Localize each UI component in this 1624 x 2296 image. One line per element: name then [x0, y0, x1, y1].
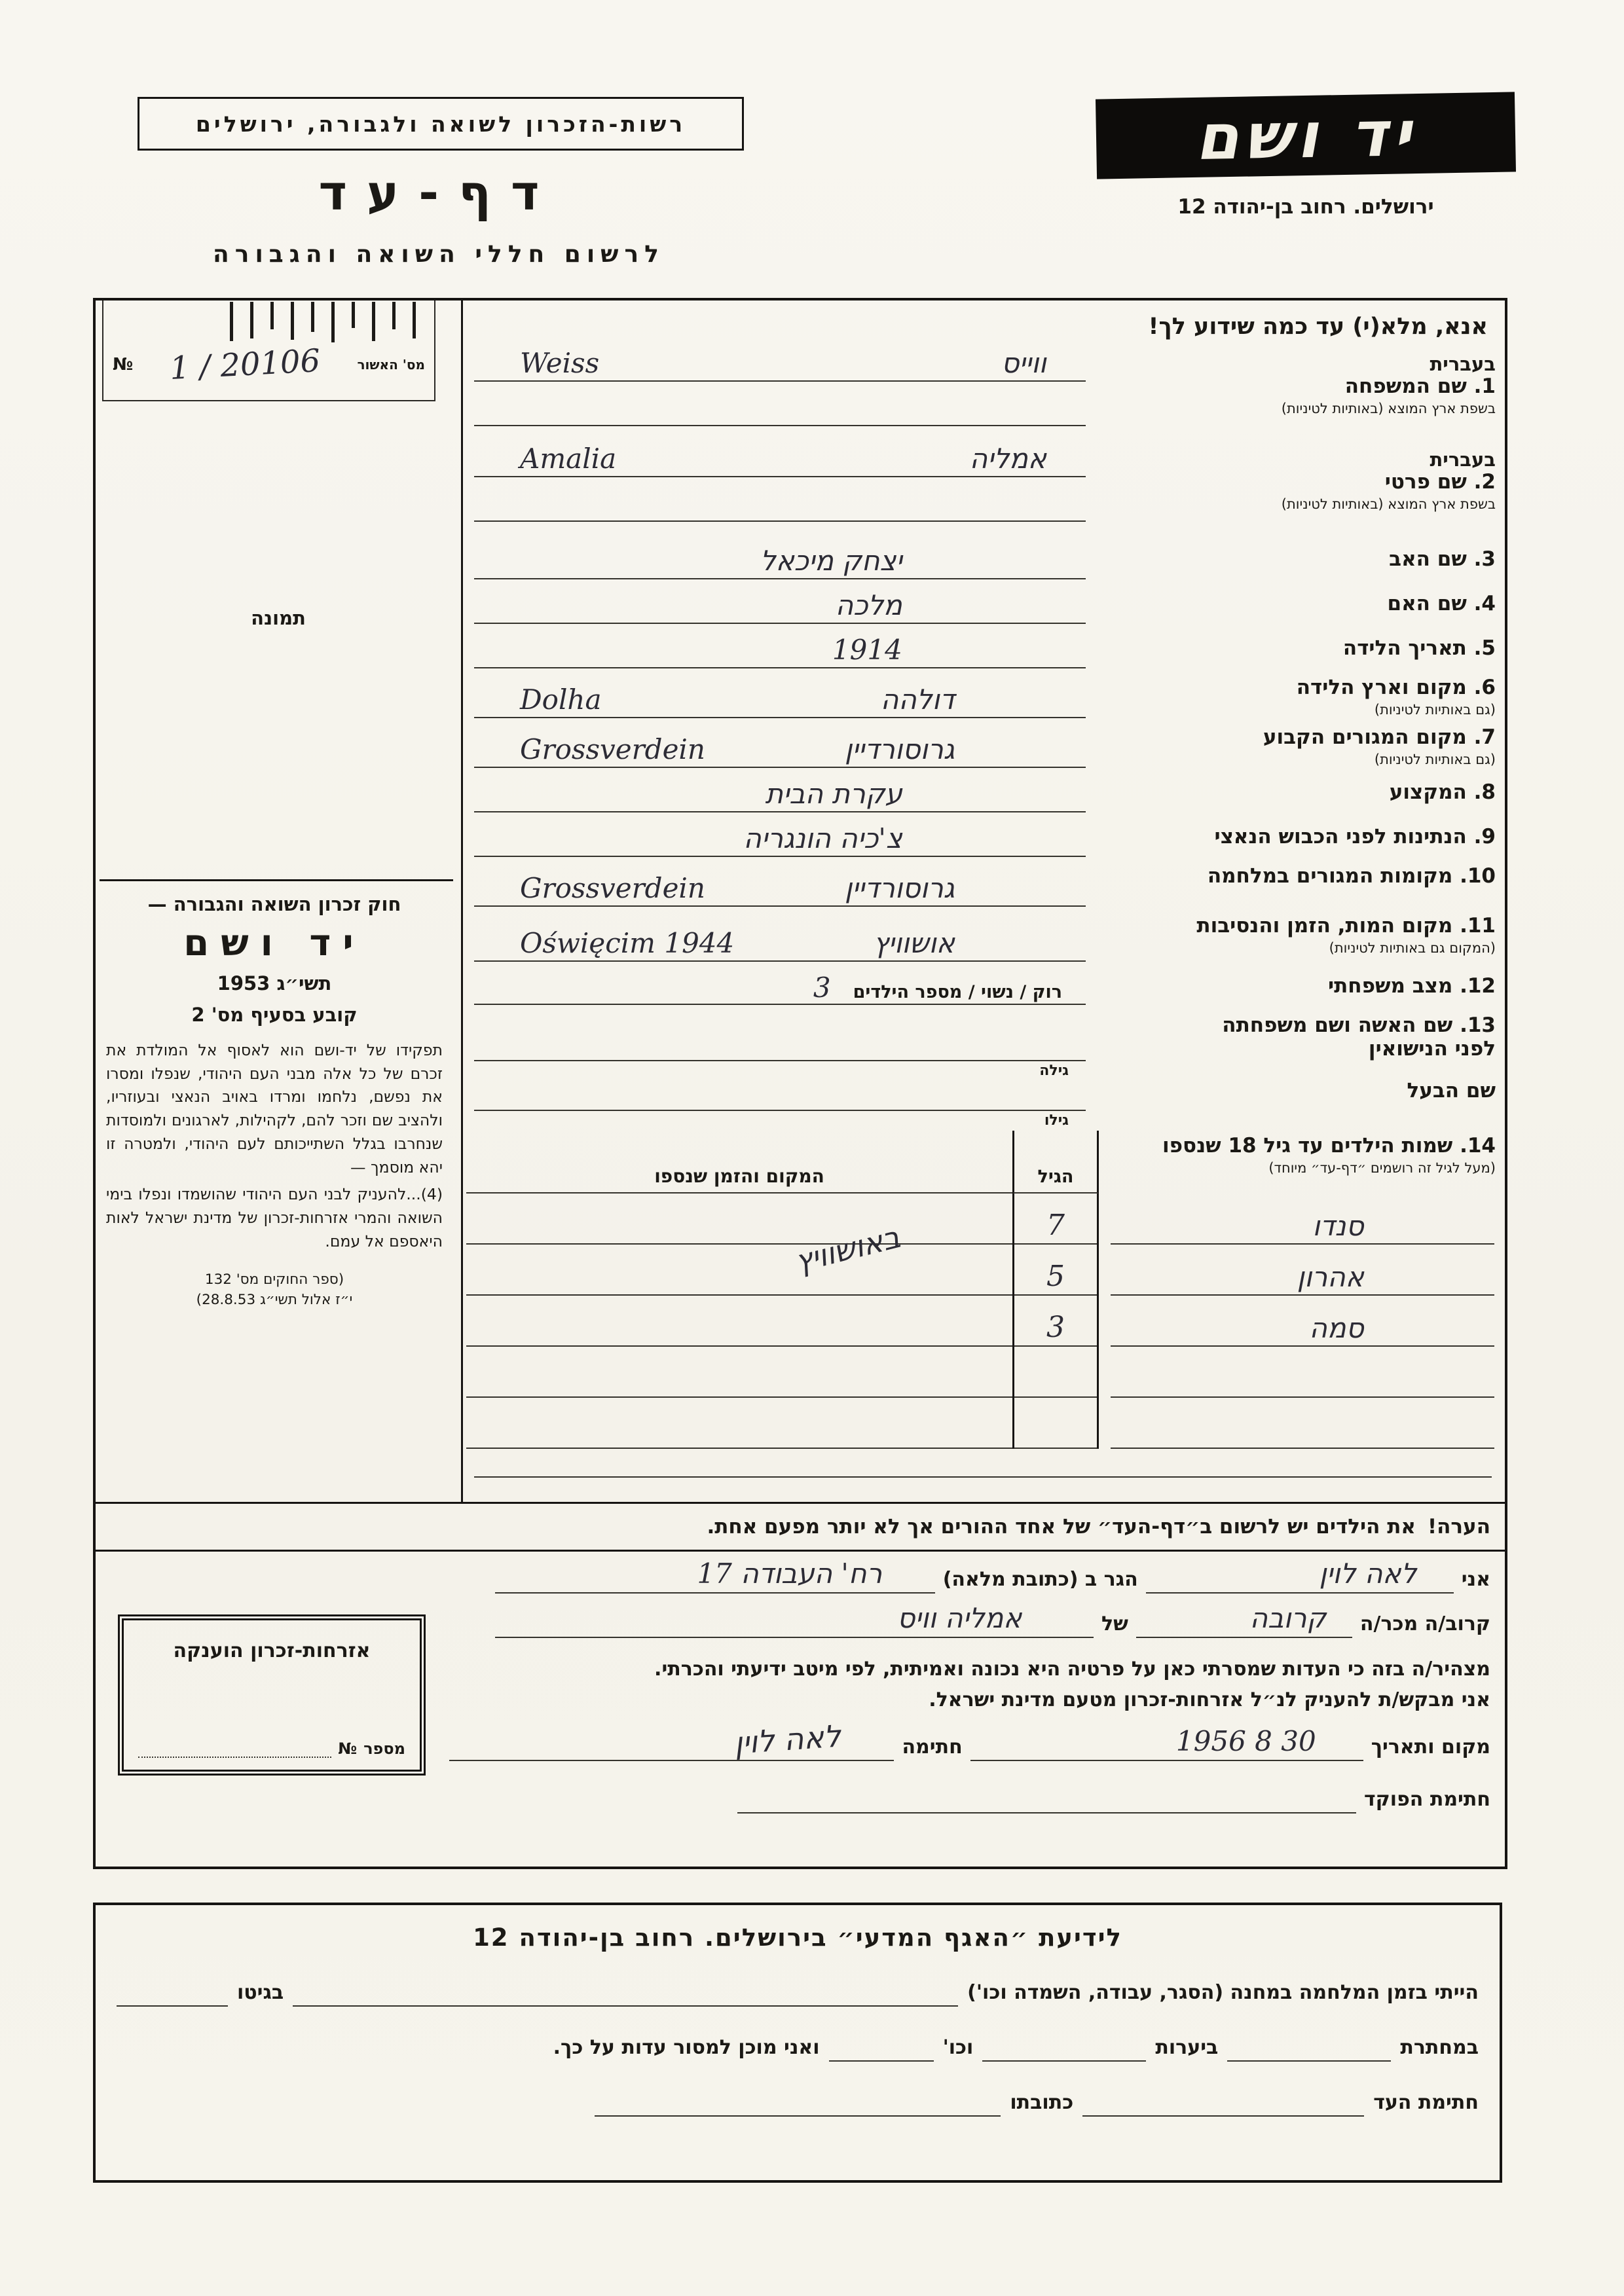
children-place-handwriting: באושוויץ: [792, 1219, 904, 1279]
law-clause: קובע בסעיף מס' 2: [191, 1004, 358, 1026]
child-name-row-empty: [1111, 1398, 1494, 1449]
note-row: [96, 1502, 1505, 1552]
citizenship-handwriting: צ'כיה הונגריה: [743, 822, 902, 854]
family-name-line: [474, 347, 1086, 382]
law-excerpt-panel: [100, 879, 453, 1310]
children-field-label: 14. שמות הילדים עד גיל 18 שנספו (מעל לגיל זה רושמים ״דף-עד״ מיוחד): [1162, 1134, 1496, 1176]
place-date-label: מקום ותאריך: [1371, 1736, 1490, 1758]
ghetto-label: בגיטו: [237, 1981, 284, 2004]
citizenship-number-label: מספר: [363, 1740, 405, 1758]
address-label: הגר ב (כתובת מלאה): [942, 1568, 1138, 1591]
field-mother-name: 4. שם האם מלכה: [466, 583, 1505, 628]
forests-line: [982, 2035, 1146, 2062]
victim-name-line: [495, 1602, 1094, 1638]
main-form-box: [93, 298, 1507, 1869]
children-count-handwriting: 3: [813, 972, 831, 1004]
field-profession: 8. המקצוע עקרת הבית: [466, 772, 1505, 816]
field-place-of-death: 11. מקום המות, הזמן והנסיבות (המקום גם באותיות לטיניות) Oświęcim 1944 אושוויץ: [466, 911, 1505, 966]
serial-number-handwritten: 20106 / 1: [169, 342, 322, 387]
first-name-line-2: [474, 492, 1086, 522]
law-body-text: תפקידו של יד-ושם הוא לאסוף אל המולדת את זכרם של כל אלה מבני העם היהודי, שנפלו ומסרו את נפשם, נלחמו ומרדו באויב הנאצי ובעוזריו, ולהציב שם וזכר להם, לקהילות, לארגונים ולמוסדות שנחרבו בגלל השתייכותם לעם היהודי, ולמטרה זו יהא מוסמך —: [106, 1041, 443, 1176]
residence-latin-handwriting: Grossverdein: [520, 733, 705, 765]
citizenship-number-line: [138, 1737, 331, 1758]
wartime-residence-hebrew-handwriting: גרוסורדיין: [844, 872, 955, 904]
citizenship-numero-sign: №: [338, 1740, 358, 1758]
ghetto-line: [117, 1980, 228, 2007]
law-title: חוק זכרון השואה והגבורה —: [147, 893, 401, 915]
note-text: את הילדים יש לרשום ב״דף-העד״ של אחד ההורים אך לא יותר מפעם אחת.: [707, 1515, 1416, 1539]
citizenship-granted-title: אזרחות-זכרון הוענקה: [173, 1639, 371, 1662]
declaration-section: [96, 1552, 1505, 1867]
law-year: תשי״ג 1953: [217, 972, 332, 994]
fields-column: [466, 301, 1505, 1499]
his-age-caption: גילו: [1044, 1112, 1069, 1129]
underground-row: [117, 2035, 1479, 2062]
mother-name-line: [474, 589, 1086, 624]
relation-label: קרוב/ה מכר/ה: [1359, 1613, 1490, 1635]
clerk-signature-line: [737, 1782, 1356, 1813]
office-address: ירושלים. רחוב בן-יהודה 12: [1177, 195, 1434, 219]
first-name-hebrew-handwriting: אמליה: [969, 443, 1046, 475]
child-name-row: אהרון: [1111, 1245, 1494, 1296]
signature-line: [449, 1718, 894, 1761]
serial-label: מס' האשור: [357, 357, 425, 373]
witness-signature-row: [117, 2090, 1479, 2117]
field-husband-name: שם הבעל גילו: [466, 1065, 1505, 1131]
authority-name-box: רשות-הזכרון לשואה ולגבורה, ירושלים: [138, 97, 744, 151]
field-father-name: 3. שם האב יצחק מיכאל: [466, 539, 1505, 583]
declarant-address-handwriting: רח' העבודה 17: [697, 1558, 883, 1590]
camp-row: [117, 1980, 1479, 2007]
law-body-text-2: (4)...להעניק לבני העם היהודי שהושמדו ונפלו בימי השואה והמרי אזרחות-זכרון של מדינת ישראל לאות היאספם אל עמם.: [106, 1185, 443, 1250]
place-of-death-hebrew-handwriting: אושוויץ: [873, 927, 955, 959]
yad-vashem-logo: [1096, 92, 1516, 179]
date-line: [970, 1725, 1363, 1761]
form-subtitle: לרשום חללי השואה והגבורה: [213, 241, 665, 268]
birth-date-line: [474, 634, 1086, 668]
place-of-death-latin-handwriting: Oświęcim 1944: [520, 927, 735, 959]
signature-label: חתימה: [902, 1736, 963, 1758]
witness-address-label: כתובתו: [1010, 2091, 1074, 2114]
field-wife-name: 13. שם האשה ושם משפחתה לפני הנישואין גילה: [466, 1010, 1505, 1065]
etc-label: וכו': [942, 2036, 974, 2059]
marital-status-line: [474, 972, 1086, 1005]
wife-name-line: [474, 1031, 1086, 1079]
birth-place-hebrew-handwriting: דולהה: [880, 683, 955, 716]
declarant-row: [495, 1558, 1490, 1594]
logo-text: יד ושם: [1194, 97, 1417, 174]
relation-row: [495, 1602, 1490, 1638]
family-name-hebrew-handwriting: ווייס: [1001, 347, 1046, 379]
field-birth-date: 5. תאריך הלידה 1914: [466, 628, 1505, 672]
family-name-line-2: [474, 396, 1086, 426]
place-date-signature-row: [449, 1718, 1490, 1761]
photo-placeholder-label: תמונה: [251, 607, 306, 629]
left-column: [96, 301, 461, 1502]
field-family-name: [466, 348, 1505, 443]
scientific-branch-box: [93, 1903, 1502, 2183]
clerk-signature-row: [737, 1782, 1490, 1813]
child-name-row: סמה: [1111, 1296, 1494, 1347]
declarant-address-line: [495, 1558, 935, 1594]
witness-signature-label: חתימת העד: [1373, 2091, 1479, 2114]
scientific-branch-title: לידיעת ״האגף המדעי״ בירושלים. רחוב בן-יהודה 12: [473, 1923, 1122, 1952]
forests-label: ביערות: [1155, 2036, 1219, 2059]
serial-number-box: [102, 301, 435, 401]
i-label: אני: [1461, 1568, 1490, 1591]
child-name-row: סנדו: [1111, 1194, 1494, 1245]
witness-address-line: [595, 2090, 1001, 2117]
children-names-column: [1099, 1194, 1505, 1449]
testify-offer: ואני מוכן למסור עדות על כך.: [553, 2036, 820, 2059]
family-name-latin-handwriting: Weiss: [520, 347, 600, 379]
field-family-name-label: בעברית 1. שם המשפחה בשפת ארץ המוצא (באותיות לטיניות): [1281, 353, 1496, 416]
clerk-signature-label: חתימת הפוקד: [1364, 1788, 1490, 1811]
column-divider: [461, 301, 463, 1502]
underground-label: במחתרת: [1400, 2036, 1479, 2059]
place-column-header: המקום והזמן שנספו: [466, 1131, 1012, 1194]
yad-vashem-wordmark: יד ושם: [183, 922, 365, 964]
tally-marks: [103, 301, 434, 342]
camp-line: [293, 1980, 958, 2007]
field-birth-place: 6. מקום וארץ הלידה (גם באותיות לטיניות) Dolha דולהה: [466, 672, 1505, 722]
permanent-residence-line: [474, 733, 1086, 768]
victim-name-handwriting: אמליה וויס: [897, 1602, 1022, 1634]
marital-status-options: רוק / נשוי / מספר הילדים: [853, 982, 1062, 1002]
field-first-name-label: בעברית 2. שם פרטי בשפת ארץ המוצא (באותיות לטיניות): [1281, 448, 1496, 512]
age-column-header: הגיל: [1012, 1131, 1099, 1194]
wartime-residence-line: [474, 872, 1086, 907]
children-table: [466, 1131, 1505, 1449]
husband-name-line: [474, 1081, 1086, 1129]
children-table-body: [466, 1194, 1505, 1449]
birth-place-latin-handwriting: Dolha: [520, 683, 602, 716]
field-first-name: [466, 443, 1505, 539]
citizenship-request: אני מבקש/ת להעניק לנ״ל אזרחות-זכרון מטעם מדינת ישראל.: [929, 1688, 1490, 1711]
numero-sign: №: [113, 355, 134, 374]
birth-place-line: [474, 683, 1086, 718]
children-table-header: [466, 1131, 1505, 1194]
her-age-caption: גילה: [1039, 1063, 1069, 1079]
first-name-line: [474, 443, 1086, 477]
child-name-row-empty: [1111, 1347, 1494, 1398]
signature-handwriting: לאה לוין: [733, 1718, 842, 1761]
field-marital-status: 12. מצב משפחתי רוק / נשוי / מספר הילדים 3: [466, 966, 1505, 1010]
relation-line: [1136, 1602, 1352, 1638]
relation-handwriting: קרובה: [1249, 1602, 1327, 1634]
underground-line: [1227, 2035, 1391, 2062]
fill-in-plea: אנא, מלא(י) עד כמה שידוע לך!: [1148, 314, 1488, 340]
empty-line-row: [466, 1449, 1505, 1499]
field-wartime-residence: 10. מקומות המגורים במלחמה Grossverdein גרוסורדיין: [466, 861, 1505, 911]
place-of-death-line: [474, 927, 1086, 962]
form-title: דף-עד: [318, 165, 559, 221]
etc-line: [829, 2035, 934, 2062]
birth-date-handwriting: 1914: [832, 634, 902, 666]
children-ages-column: 7 5 3: [1012, 1194, 1099, 1449]
residence-hebrew-handwriting: גרוסורדיין: [844, 733, 955, 765]
law-source: (ספר החוקים מס' 132 י״ז אלול תשי״ג 28.8.53): [196, 1271, 353, 1308]
profession-handwriting: עקרת הבית: [765, 778, 902, 810]
serial-row: [103, 342, 434, 387]
field-permanent-residence: 7. מקום המגורים הקבוע (גם באותיות לטיניות) Grossverdein גרוסורדיין: [466, 722, 1505, 772]
witness-signature-line: [1082, 2090, 1364, 2117]
first-name-latin-handwriting: Amalia: [520, 443, 617, 475]
citizenship-number-row: [138, 1737, 405, 1758]
date-handwriting: 30 8 1956: [1175, 1725, 1316, 1757]
declarant-name-line: [1146, 1558, 1454, 1594]
camp-label: הייתי בזמן המלחמה במחנה (הסגר, עבודה, השמדה וכו'): [967, 1981, 1479, 2004]
children-place-column: [466, 1194, 1012, 1449]
profession-line: [474, 778, 1086, 812]
note-label: הערה!: [1427, 1515, 1490, 1539]
declarant-name-handwriting: לאה לוין: [1319, 1558, 1417, 1590]
father-name-handwriting: יצחק מיכאל: [760, 545, 902, 577]
mother-name-handwriting: מלכה: [835, 589, 902, 621]
truth-statement: מצהיר/ה בזה כי העדות שמסרתי כאן על פרטיה היא נכונה ואמיתית, לפי מיטב ידיעתי והכרתי.: [654, 1658, 1490, 1681]
citizenship-line: [474, 822, 1086, 857]
field-citizenship: 9. הנתינות לפני הכבוש הנאצי צ'כיה הונגריה: [466, 816, 1505, 861]
father-name-line: [474, 545, 1086, 579]
memorial-citizenship-box: [118, 1614, 426, 1776]
wartime-residence-latin-handwriting: Grossverdein: [520, 872, 705, 904]
of-label: של: [1101, 1613, 1128, 1635]
